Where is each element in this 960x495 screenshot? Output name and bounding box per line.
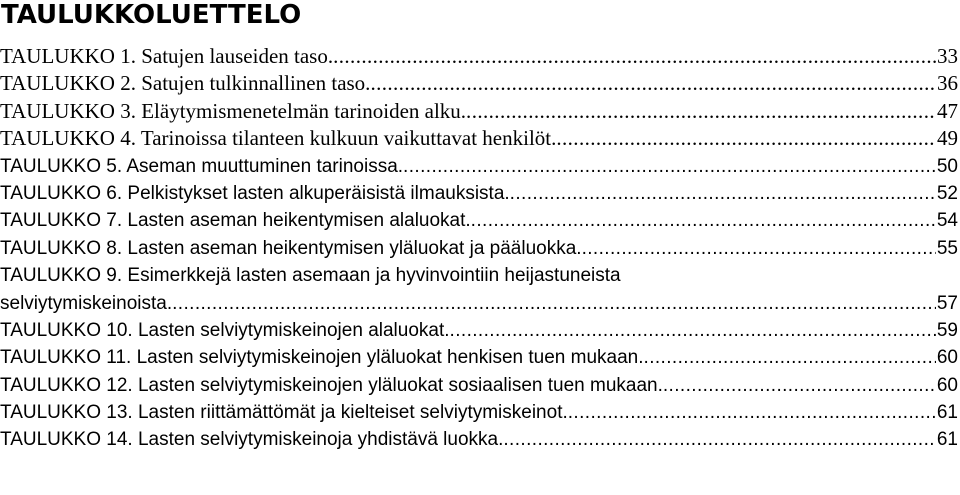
toc-dot-leader (471, 207, 936, 234)
toc-dot-leader (172, 290, 936, 317)
toc-page-number: 54 (936, 210, 958, 232)
toc-entry-title: TAULUKKO 7. Lasten aseman heikentymisen alaluokat. (0, 210, 471, 232)
toc-dot-leader (503, 426, 935, 453)
toc-entry-title: TAULUKKO 12. Lasten selviytymiskeinojen yläluokat sosiaalisen tuen mukaan. (0, 374, 663, 396)
toc-entry[interactable] (0, 344, 958, 371)
toc-dot-leader (510, 180, 936, 207)
toc-page-number: 57 (936, 292, 958, 314)
toc-entry-title: TAULUKKO 5. Aseman muuttuminen tarinoissa. (0, 155, 404, 177)
toc-entry[interactable] (0, 262, 958, 289)
toc-dot-leader (370, 70, 936, 97)
toc-page-number: 33 (937, 44, 958, 68)
toc-dot-leader (663, 372, 936, 399)
toc-entry-title: TAULUKKO 9. Esimerkkejä lasten asemaan ja hyvinvointiin heijastuneista (0, 265, 621, 287)
toc-entry-title: TAULUKKO 3. Eläytymismenetelmän tarinoiden alku. (0, 98, 467, 123)
toc-entry[interactable] (0, 317, 958, 344)
toc-entry[interactable] (0, 43, 958, 70)
toc-entry[interactable] (0, 70, 958, 97)
toc-entry[interactable] (0, 207, 958, 234)
toc-entry[interactable] (0, 426, 958, 453)
toc-dot-leader (466, 98, 936, 125)
toc-dot-leader (568, 399, 936, 426)
page-title: TAULUKKOLUETTELO (1, 0, 302, 30)
toc-page-number: 47 (937, 98, 958, 123)
toc-page-number: 61 (936, 402, 958, 424)
toc-entry-title: selviytymiskeinoista. (0, 292, 173, 314)
toc-page-number: 60 (936, 374, 958, 396)
toc-entry[interactable] (0, 290, 958, 317)
toc-entry[interactable] (0, 372, 958, 399)
toc-entry[interactable] (0, 98, 958, 125)
toc-page-number: 49 (937, 126, 958, 151)
toc-page-number: 55 (936, 237, 958, 259)
toc-dot-leader (582, 235, 936, 262)
toc-entry-title: TAULUKKO 14. Lasten selviytymiskeinoja yhdistävä luokka. (0, 429, 504, 451)
toc-entry-title: TAULUKKO 10. Lasten selviytymiskeinojen alaluokat. (0, 319, 450, 341)
toc-page-number: 60 (936, 347, 958, 369)
toc-page-number: 52 (936, 182, 958, 204)
toc-entry-title: TAULUKKO 11. Lasten selviytymiskeinojen yläluokat henkisen tuen mukaan. (0, 347, 644, 369)
toc-entry-title: TAULUKKO 4. Tarinoissa tilanteen kulkuun vaikuttavat henkilöt. (0, 126, 557, 151)
toc-entry[interactable] (0, 235, 958, 262)
toc-entry-title: TAULUKKO 6. Pelkistykset lasten alkuperäisistä ilmauksista. (0, 182, 510, 204)
toc-entry-title: TAULUKKO 13. Lasten riittämättömät ja kielteiset selviytymiskeinot. (0, 402, 568, 424)
toc-entry[interactable] (0, 153, 958, 180)
toc-dot-leader (403, 153, 936, 180)
toc-dot-leader (644, 344, 936, 371)
toc-entry-title: TAULUKKO 2. Satujen tulkinnallinen taso. (0, 71, 371, 96)
toc-entry-title: TAULUKKO 1. Satujen lauseiden taso. (0, 44, 334, 68)
table-of-tables (0, 43, 958, 454)
toc-page-number: 36 (937, 71, 958, 96)
toc-page-number: 50 (936, 155, 958, 177)
toc-dot-leader (556, 125, 936, 152)
toc-dot-leader (333, 43, 936, 70)
toc-page-number: 61 (936, 429, 958, 451)
toc-entry[interactable] (0, 180, 958, 207)
toc-entry[interactable] (0, 399, 958, 426)
toc-entry[interactable] (0, 125, 958, 152)
toc-dot-leader (450, 317, 936, 344)
toc-page-number: 59 (936, 319, 958, 341)
toc-entry-title: TAULUKKO 8. Lasten aseman heikentymisen yläluokat ja pääluokka. (0, 237, 582, 259)
